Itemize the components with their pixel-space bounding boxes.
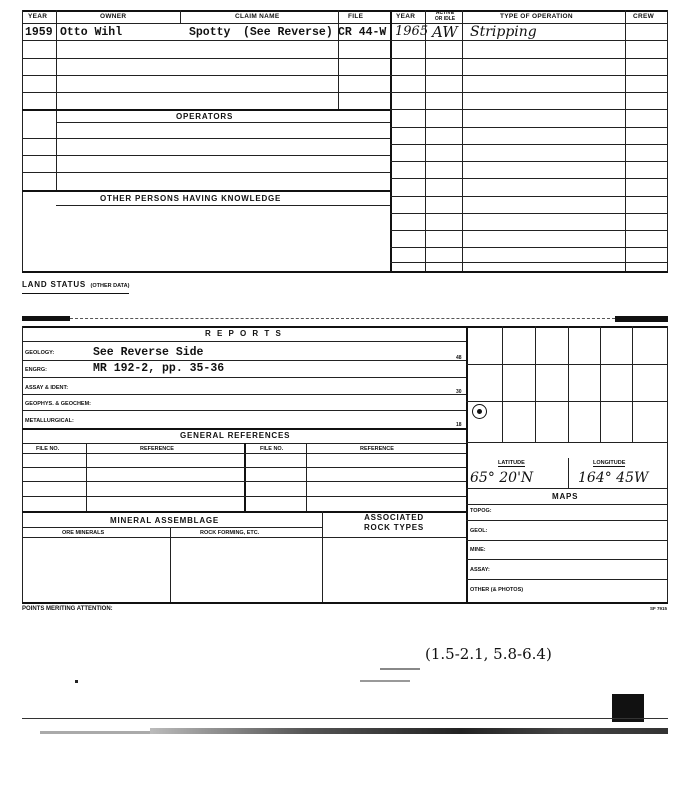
header-year-2: YEAR bbox=[396, 13, 416, 20]
scan-line bbox=[70, 318, 615, 319]
grid-v bbox=[535, 326, 536, 442]
row-line bbox=[466, 520, 667, 521]
row-line bbox=[22, 527, 322, 528]
record-file: CR 44-W bbox=[338, 26, 387, 39]
row-line bbox=[22, 58, 390, 59]
grid-h bbox=[466, 442, 667, 443]
row-line bbox=[466, 488, 667, 489]
row-line bbox=[22, 377, 466, 378]
header-or-idle: OR IDLE bbox=[434, 16, 456, 22]
row-line bbox=[22, 75, 390, 76]
row-line bbox=[22, 92, 390, 93]
land-status-sub: (OTHER DATA) bbox=[90, 283, 130, 289]
maps-geol: GEOL: bbox=[470, 528, 488, 534]
latitude-label: LATITUDE bbox=[498, 460, 525, 466]
row-line bbox=[22, 341, 466, 342]
row-line bbox=[22, 138, 390, 139]
record-op-year: 1965 bbox=[395, 24, 429, 39]
row-line bbox=[390, 109, 667, 110]
grid-number-48: 48 bbox=[456, 355, 462, 361]
col-sep-year2 bbox=[425, 10, 426, 271]
maps-assay: ASSAY: bbox=[470, 567, 490, 573]
engrg-value: MR 192-2, pp. 35-36 bbox=[93, 362, 225, 375]
row-line bbox=[390, 230, 667, 231]
header-year: YEAR bbox=[28, 13, 48, 20]
points-meriting-attention-label: POINTS MERITING ATTENTION: bbox=[22, 606, 113, 612]
grid-number-18: 18 bbox=[456, 422, 462, 428]
scan-speck bbox=[380, 668, 420, 670]
row-line bbox=[22, 410, 466, 411]
header-active-or-idle bbox=[428, 10, 462, 22]
row-line bbox=[22, 155, 390, 156]
row-line bbox=[390, 213, 667, 214]
col-sep-year bbox=[56, 10, 57, 190]
row-line bbox=[22, 360, 466, 361]
other-persons-top-line bbox=[22, 190, 390, 192]
grid-h bbox=[466, 364, 667, 365]
header-type-of-operation: TYPE OF OPERATION bbox=[500, 13, 573, 20]
grid-v bbox=[600, 326, 601, 442]
row-line bbox=[390, 196, 667, 197]
reports-top-line bbox=[22, 326, 668, 328]
geology-label: GEOLOGY: bbox=[25, 350, 55, 356]
ore-minerals-header: ORE MINERALS bbox=[62, 530, 105, 536]
reports-bottom-line bbox=[22, 602, 668, 604]
row-line bbox=[22, 496, 466, 497]
associated-rock-line2: ROCK TYPES bbox=[363, 523, 424, 532]
grid-v bbox=[632, 326, 633, 442]
form-number: SF 7915 bbox=[650, 606, 668, 611]
ref-header-file-no-2: FILE NO. bbox=[260, 446, 284, 452]
handwritten-annotation: (1.5-2.1, 5.8-6.4) bbox=[425, 645, 552, 663]
grid-h bbox=[466, 401, 667, 402]
scan-speck bbox=[75, 680, 78, 683]
mineral-col-sep bbox=[170, 527, 171, 602]
scan-speck bbox=[360, 680, 410, 682]
location-marker-dot bbox=[477, 409, 482, 414]
col-sep-file bbox=[390, 10, 392, 271]
ref-header-reference-1: REFERENCE bbox=[140, 446, 174, 452]
scan-smudge bbox=[22, 316, 70, 321]
mineral-assemblage-title: MINERAL ASSEMBLAGE bbox=[110, 516, 220, 525]
maps-topog: TOPOG: bbox=[470, 508, 492, 514]
row-line bbox=[466, 559, 667, 560]
right-border bbox=[667, 10, 668, 271]
row-line bbox=[22, 40, 390, 41]
table-bottom-border bbox=[22, 271, 668, 273]
associated-rock-types bbox=[322, 513, 466, 533]
maps-title: MAPS bbox=[552, 492, 579, 501]
scan-line bbox=[22, 718, 668, 719]
grid-number-30: 30 bbox=[456, 389, 462, 395]
row-line bbox=[22, 467, 466, 468]
header-bottom-line bbox=[22, 23, 668, 24]
row-line bbox=[22, 172, 390, 173]
col-sep-operation bbox=[625, 10, 626, 271]
metallurgical-label: METALLURGICAL: bbox=[25, 418, 74, 424]
grid-v bbox=[568, 326, 569, 442]
header-crew: CREW bbox=[633, 13, 655, 20]
record-year: 1959 bbox=[25, 26, 53, 39]
engrg-label: ENGRG: bbox=[25, 367, 47, 373]
maps-mine: MINE: bbox=[470, 547, 486, 553]
header-owner: OWNER bbox=[100, 13, 127, 20]
scan-smear bbox=[40, 731, 150, 734]
ref-header-reference-2: REFERENCE bbox=[360, 446, 394, 452]
geophys-label: GEOPHYS. & GEOCHEM: bbox=[25, 401, 92, 407]
grid-v bbox=[502, 326, 503, 442]
row-line bbox=[390, 262, 667, 263]
record-owner: Otto Wihl bbox=[60, 26, 123, 39]
col-sep-claim bbox=[338, 10, 339, 110]
row-line bbox=[390, 58, 667, 59]
row-line bbox=[390, 75, 667, 76]
row-line bbox=[390, 161, 667, 162]
record-claim-note: (See Reverse) bbox=[243, 26, 333, 39]
reports-map-divider bbox=[466, 326, 468, 602]
general-references-title: GENERAL REFERENCES bbox=[180, 431, 291, 440]
land-status-label bbox=[22, 274, 129, 294]
rock-forming-header: ROCK FORMING, ETC. bbox=[200, 530, 260, 536]
location-marker-icon bbox=[472, 404, 487, 419]
operators-top-line bbox=[22, 109, 390, 111]
col-sep-active bbox=[462, 10, 463, 271]
row-line bbox=[22, 481, 466, 482]
left-border bbox=[22, 326, 23, 602]
longitude-value: 164° 45W bbox=[578, 470, 649, 486]
row-line bbox=[466, 540, 667, 541]
row-line bbox=[56, 122, 390, 123]
general-refs-top-line bbox=[22, 428, 466, 430]
row-line bbox=[390, 144, 667, 145]
right-border bbox=[667, 326, 668, 602]
record-claim-name: Spotty bbox=[189, 26, 231, 39]
operators-title: OPERATORS bbox=[176, 112, 234, 121]
row-line bbox=[390, 127, 667, 128]
header-claim-name: CLAIM NAME bbox=[235, 13, 280, 20]
row-line bbox=[390, 92, 667, 93]
longitude-label: LONGITUDE bbox=[593, 460, 626, 466]
maps-other: OTHER (& PHOTOS) bbox=[470, 587, 524, 593]
row-line bbox=[466, 579, 667, 580]
scan-smudge bbox=[615, 316, 668, 322]
associated-rock-line1: ASSOCIATED bbox=[364, 513, 424, 522]
assay-label: ASSAY & IDENT: bbox=[25, 385, 69, 391]
col-sep-owner bbox=[180, 10, 181, 24]
other-persons-title: OTHER PERSONS HAVING KNOWLEDGE bbox=[100, 194, 282, 203]
ref-header-file-no-1: FILE NO. bbox=[36, 446, 60, 452]
lat-long-sep bbox=[568, 458, 569, 488]
geology-value: See Reverse Side bbox=[93, 346, 204, 359]
rock-types-divider bbox=[322, 511, 323, 602]
scan-smear bbox=[150, 728, 668, 734]
record-status: AW bbox=[432, 23, 458, 41]
row-line bbox=[390, 247, 667, 248]
row-line bbox=[22, 453, 466, 454]
row-line bbox=[56, 205, 390, 206]
land-status-title: LAND STATUS bbox=[22, 280, 87, 289]
row-line bbox=[466, 504, 667, 505]
row-line bbox=[22, 537, 466, 538]
header-active: ACTIVE bbox=[435, 10, 455, 16]
reports-title: R E P O R T S bbox=[205, 329, 283, 338]
left-border bbox=[22, 10, 23, 271]
row-line bbox=[390, 178, 667, 179]
row-line bbox=[22, 394, 466, 395]
record-operation: Stripping bbox=[470, 24, 537, 40]
latitude-value: 65° 20'N bbox=[470, 470, 534, 486]
top-border bbox=[22, 10, 668, 12]
header-file: FILE bbox=[348, 13, 364, 20]
